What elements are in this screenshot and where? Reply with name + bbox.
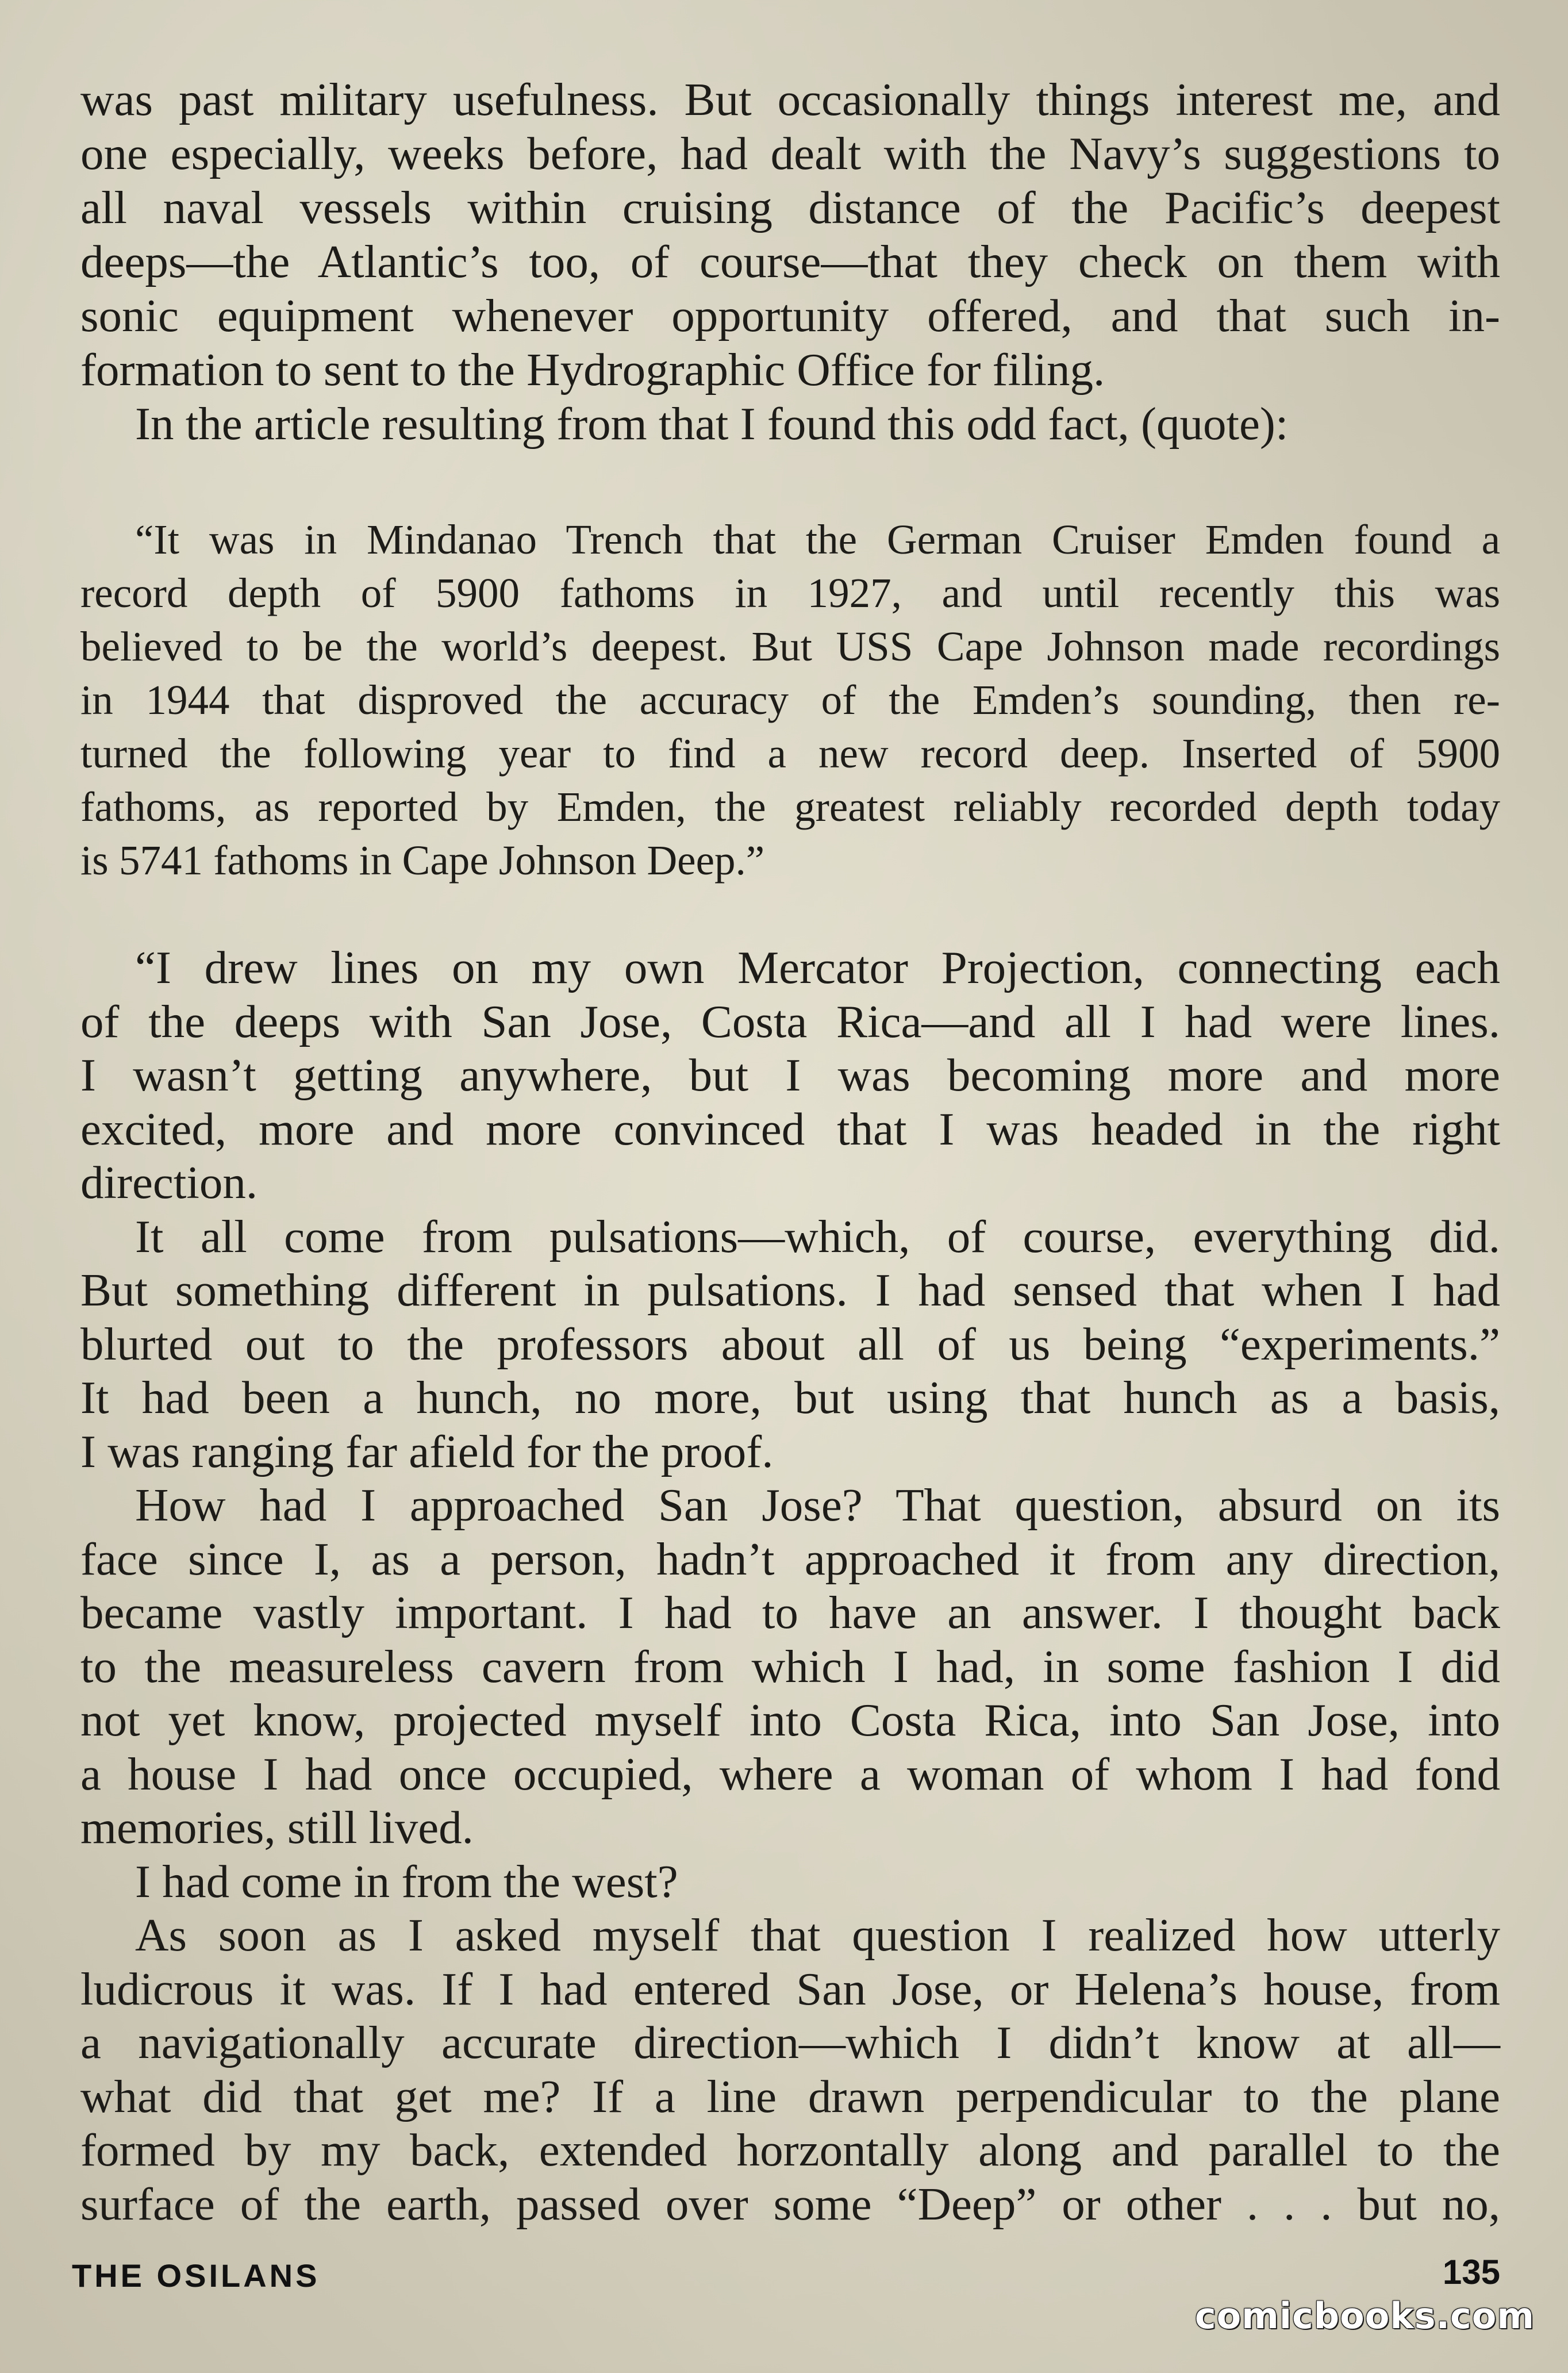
paragraph <box>80 1909 1500 2231</box>
text-line: formation to sent to the Hydrographic Office for filing. <box>80 344 1105 396</box>
text-line: “I drew lines on my own Mercator Projection, connecting each <box>135 942 1500 993</box>
text-line: excited, more and more convinced that I was headed in the right <box>80 1103 1500 1155</box>
text-line: blurted out to the professors about all of us being “experiments.” <box>80 1318 1500 1370</box>
text-line: is 5741 fathoms in Cape Johnson Deep.” <box>80 837 765 884</box>
text-line: I wasn’t getting anywhere, but I was becoming more and more <box>80 1049 1500 1101</box>
text-line: was past military usefulness. But occasionally things interest me, and <box>80 74 1500 125</box>
text-line: It all come from pulsations—which, of course, everything did. <box>135 1210 1500 1262</box>
text-line: ludicrous it was. If I had entered San Jose, or Helena’s house, from <box>80 1963 1500 2015</box>
text-line: sonic equipment whenever opportunity offered, and that such in- <box>80 290 1500 341</box>
text-line: not yet know, projected myself into Costa Rica, into San Jose, into <box>80 1694 1500 1746</box>
site-watermark: comicbooks.com <box>1194 2295 1535 2337</box>
text-line: what did that get me? If a line drawn perpendicular to the plane <box>80 2070 1500 2122</box>
text-line: one especially, weeks before, had dealt with the Navy’s suggestions to <box>80 128 1500 179</box>
paragraph <box>80 72 1500 397</box>
text-line: a house I had once occupied, where a woman of whom I had fond <box>80 1748 1500 1800</box>
text-line: fathoms, as reported by Emden, the greatest reliably recorded depth today <box>80 784 1500 830</box>
text-line: believed to be the world’s deepest. But USS Cape Johnson made recordings <box>80 623 1500 670</box>
text-line: But something different in pulsations. I had sensed that when I had <box>80 1264 1500 1316</box>
paragraph <box>80 1210 1500 1479</box>
text-line: face since I, as a person, hadn’t approached it from any direction, <box>80 1533 1500 1585</box>
text-line: How had I approached San Jose? That question, absurd on its <box>135 1479 1500 1531</box>
text-line: a navigationally accurate direction—which I didn’t know at all— <box>80 2017 1500 2068</box>
text-line: It had been a hunch, no more, but using that hunch as a basis, <box>80 1372 1500 1423</box>
paragraph <box>80 941 1500 1210</box>
text-line: direction. <box>80 1157 258 1208</box>
text-line: turned the following year to find a new record deep. Inserted of 5900 <box>80 730 1500 777</box>
text-line: I was ranging far afield for the proof. <box>80 1425 774 1477</box>
text-line: In the article resulting from that I found this odd fact, (quote): <box>135 398 1289 450</box>
opening-text <box>80 72 1500 451</box>
text-line: As soon as I asked myself that question I realized how utterly <box>135 1909 1500 1961</box>
text-line: became vastly important. I had to have an answer. I thought back <box>80 1587 1500 1638</box>
text-line: formed by my back, extended horzontally along and parallel to the <box>80 2124 1500 2176</box>
text-line: deeps—the Atlantic’s too, of course—that they check on them with <box>80 236 1500 287</box>
text-line: surface of the earth, passed over some “Deep” or other . . . but no, <box>80 2178 1500 2230</box>
paragraph <box>80 1479 1500 1855</box>
text-line: in 1944 that disproved the accuracy of the Emden’s sounding, then re- <box>80 677 1500 723</box>
block-quote <box>80 513 1500 887</box>
text-line: record depth of 5900 fathoms in 1927, and until recently this was <box>80 570 1500 616</box>
running-footer-title: THE OSILANS <box>72 2257 320 2294</box>
paragraph <box>80 1855 1500 1909</box>
text-line: of the deeps with San Jose, Costa Rica—and all I had were lines. <box>80 995 1500 1047</box>
text-line: all naval vessels within cruising distance of the Pacific’s deepest <box>80 182 1500 233</box>
paragraph <box>80 513 1500 887</box>
page-number: 135 <box>1442 2253 1500 2291</box>
narrative-text <box>80 941 1500 2231</box>
text-line: memories, still lived. <box>80 1802 474 1853</box>
text-line: “It was in Mindanao Trench that the German Cruiser Emden found a <box>135 516 1500 563</box>
paragraph <box>80 397 1500 451</box>
text-line: I had come in from the west? <box>135 1855 678 1907</box>
text-line: to the measureless cavern from which I had, in some fashion I did <box>80 1640 1500 1692</box>
